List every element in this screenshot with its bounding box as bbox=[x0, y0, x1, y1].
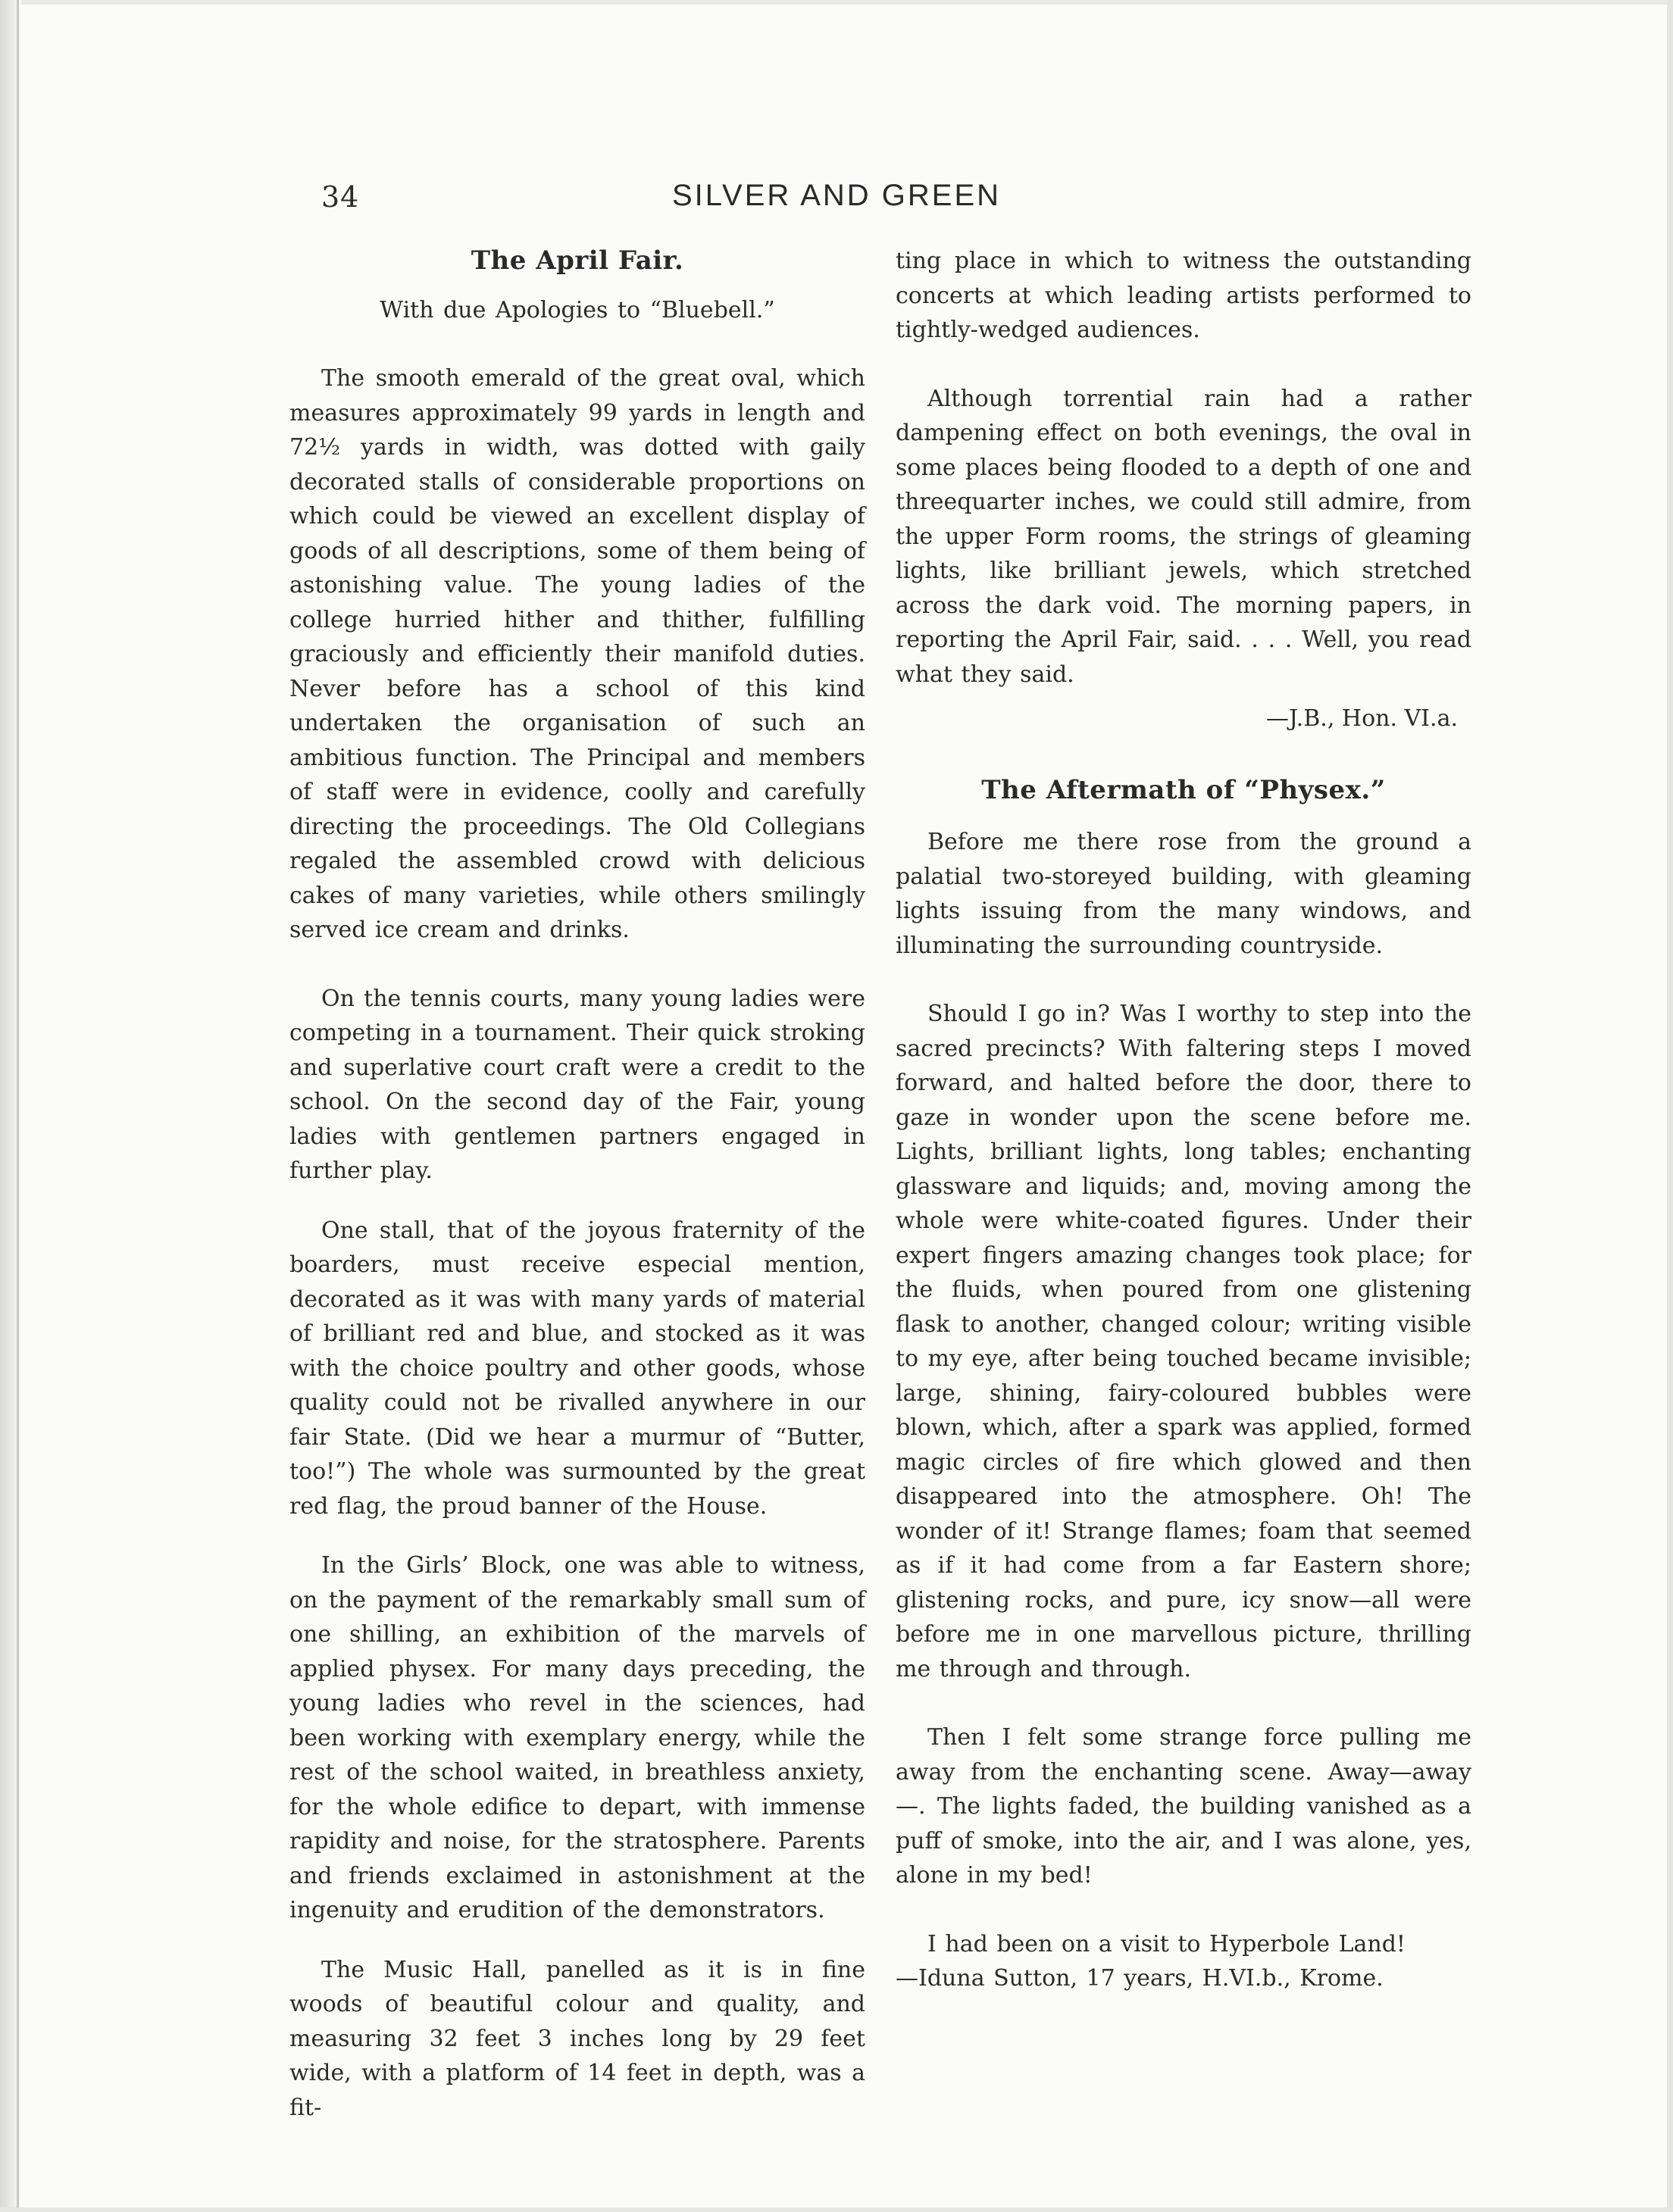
paragraph: One stall, that of the joyous fraternity of the boarders, must receive especial mention, decorated as it was with many yards of material of brilliant red and blue, and stocked as it was with the choice poultry and other goods, whose quality could not be rivalled anywhere in our fair State. (Did we hear a murmur of “Butter, too!”) The whole was surmounted by the great red flag, the proud banner of the House. bbox=[289, 1217, 865, 1520]
paragraph: In the Girls’ Block, one was able to witness, on the payment of the remarkably small sum of one shilling, an exhibition of the marvels of applied physex. For many days preceding, the young ladies who revel in the sciences, had been working with exemplary energy, while the rest of the school waited, in breathless anxiety, for the whole edifice to depart, with immense rapidity and noise, for the stratosphere. Parents and friends exclaimed in astonishment at the ingenuity and erudition of the demonstrators. bbox=[289, 1552, 865, 1923]
paragraph-continuation: ting place in which to witness the outstanding concerts at which leading artists performed to tightly-wedged audiences. bbox=[896, 248, 1471, 343]
article-title-april-fair: The April Fair. bbox=[471, 245, 684, 276]
page-number: 34 bbox=[321, 180, 360, 214]
right-column bbox=[896, 244, 1471, 1996]
article-title-aftermath-physex: The Aftermath of “Physex.” bbox=[981, 775, 1386, 805]
article-signature: —Iduna Sutton, 17 years, H.VI.b., Krome. bbox=[896, 1965, 1384, 1992]
article-signature: —J.B., Hon. VI.a. bbox=[1266, 705, 1458, 732]
page-right-edge bbox=[1667, 0, 1673, 2212]
paragraph: Before me there rose from the ground a palatial two-storeyed building, with gleaming lights issuing from the many windows, and illuminating the surrounding countryside. bbox=[896, 829, 1471, 959]
paragraph: The smooth emerald of the great oval, which measures approximately 99 yards in length and 72½ yards in width, was dotted with gaily decorated stalls of considerable proportions on which could be viewed an excellent display of goods of all descriptions, some of them being of astonishing value. The young ladies of the college hurried hither and thither, fulfilling graciously and efficiently their manifold duties. Never before has a school of this kind undertaken the organisation of such an ambitious function. The Principal and members of staff were in evidence, coolly and carefully directing the proceedings. The Old Collegians regaled the assembled crowd with delicious cakes of many varieties, while others smilingly served ice cream and drinks. bbox=[289, 365, 865, 943]
binding-line bbox=[17, 0, 19, 2212]
left-column bbox=[289, 244, 865, 2125]
paragraph: On the tennis courts, many young ladies were competing in a tournament. Their quick stroking and superlative court craft were a credit to the school. On the second day of the Fair, young ladies with gentlemen partners engaged in further play. bbox=[289, 985, 865, 1184]
paragraph: Although torrential rain had a rather dampening effect on both evenings, the oval in some places being flooded to a depth of one and threequarter inches, we could still admire, from the upper Form rooms, the strings of gleaming lights, like brilliant jewels, which stretched across the dark void. The morning papers, in reporting the April Fair, said. . . . Well, you read what they said. bbox=[896, 385, 1471, 688]
paragraph: I had been on a visit to Hyperbole Land! bbox=[927, 1930, 1406, 1957]
page-top-edge bbox=[0, 0, 1673, 5]
page-bottom-edge bbox=[0, 2207, 1673, 2212]
article-subtitle: With due Apologies to “Bluebell.” bbox=[380, 297, 775, 323]
paragraph: Should I go in? Was I worthy to step into the sacred precincts? With faltering steps I moved forward, and halted before the door, there to gaze in wonder upon the scene before me. Lights, brilliant lights, long tables; enchanting glassware and liquids; and, moving among the whole were white-coated figures. Under their expert fingers amazing changes took place; for the fluids, when poured from one glistening flask to another, changed colour; writing visible to my eye, after being touched became invisible; large, shining, fairy-coloured bubbles were blown, which, after a spark was applied, formed magic circles of fire which glowed and then disappeared into the atmosphere. Oh! The wonder of it! Strange flames; foam that seemed as if it had come from a far Eastern shore; glistening rocks, and pure, icy snow—all were before me in one marvellous picture, thrilling me through and through. bbox=[896, 1001, 1471, 1682]
paragraph: The Music Hall, panelled as it is in fine woods of beautiful colour and quality, and measuring 32 feet 3 inches long by 29 feet wide, with a platform of 14 feet in depth, was a fit- bbox=[289, 1956, 865, 2121]
running-title: SILVER AND GREEN bbox=[671, 179, 1002, 212]
paragraph: Then I felt some strange force pulling me away from the enchanting scene. Away—away —. The lights faded, the building vanished as a puff of smoke, into the air, and I was alone, yes, alone in my bed! bbox=[896, 1724, 1471, 1889]
